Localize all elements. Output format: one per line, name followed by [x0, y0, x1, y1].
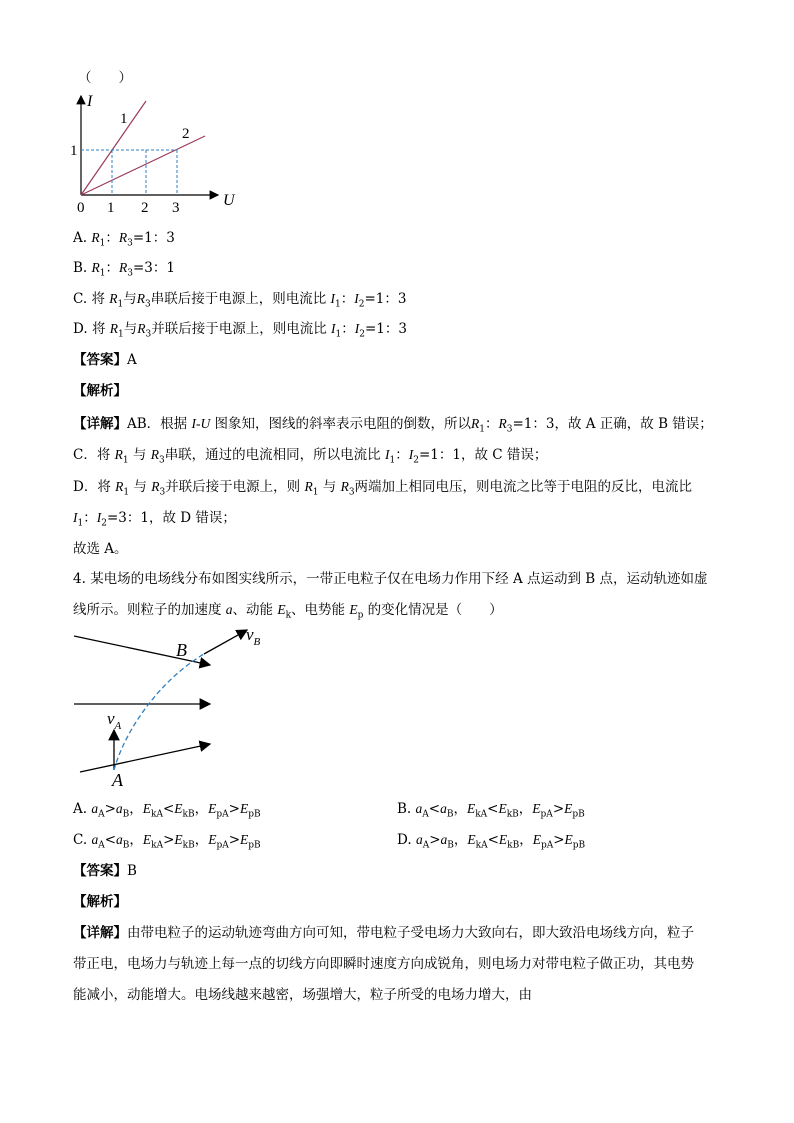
x-tick-2: 2	[141, 200, 149, 216]
q3-conclusion: 故选 A。	[73, 541, 128, 557]
q4-option-d[interactable]: D. $a_A>a_B$，$E_{kA}<E_{kB}$，$E_{pA}>E_{pB}$	[397, 832, 586, 851]
q4-stem-line-2: 线所示。则粒子的加速度 a、动能 $E_k$、电势能 $E_p$ 的变化情况是（ ）	[73, 602, 503, 621]
field-line-diagram	[70, 620, 280, 790]
q4-stem-line-1: 4. 某电场的电场线分布如图实线所示，一带正电粒子仅在电场力作用下经 A 点运动到 B 点，运动轨迹如虚	[73, 571, 708, 587]
q3-option-d[interactable]: D. 将 $R_1$与$R_3$并联后接于电源上，则电流比 $I_1$：$I_2=1$：3	[73, 321, 407, 340]
q4-analysis-heading: 【解析】	[73, 894, 127, 910]
point-b-label: B	[176, 640, 187, 660]
vb-label: $v_B$	[246, 625, 261, 648]
x-axis-label: U	[223, 192, 235, 209]
q3-detail-line-4: $I_1$：$I_2=3$：1，故 D 错误；	[73, 510, 236, 529]
q4-option-b[interactable]: B. $a_A<a_B$，$E_{kA}<E_{kB}$，$E_{pA}>E_{pB}$	[397, 801, 585, 820]
q3-detail-line-2: C．将 $R_1$ 与 $R_3$串联，通过的电流相同，所以电流比 $I_1$：$I_2=1$：1，故 C 错误；	[73, 447, 548, 466]
trajectory-curve	[114, 654, 204, 770]
q4-detail-line-2: 带正电，电场力与轨迹上每一点的切线方向即瞬时速度方向成锐角，则电场力对带电粒子做正功，其电势	[73, 956, 694, 972]
q3-answer: 【答案】A	[73, 352, 137, 368]
question-paren: （ ）	[78, 70, 132, 86]
x-tick-3: 3	[172, 200, 180, 216]
field-line-top	[74, 636, 210, 665]
q3-detail-line-1: 【详解】AB．根据 I-U 图象知，图线的斜率表示电阻的倒数，所以$R_1$：$R_3=1$：3，故 A 正确，故 B 错误；	[73, 416, 713, 435]
q4-answer: 【答案】B	[73, 863, 137, 879]
line-label-1: 1	[120, 111, 128, 127]
q3-detail-line-3: D．将 $R_1$ 与 $R_3$并联后接于电源上，则 $R_1$ 与 $R_3$两端加上相同电压，则电流之比等于电阻的反比，电流比	[73, 479, 693, 498]
velocity-vb-arrow	[204, 630, 247, 654]
iu-graph	[60, 88, 250, 218]
va-label: $v_A$	[107, 709, 122, 732]
y-axis-label: I	[87, 93, 93, 110]
q3-option-b[interactable]: B. $R_1$：$R_3=3$：1	[73, 260, 175, 279]
x-tick-1: 1	[107, 200, 115, 216]
q4-option-c[interactable]: C. $a_A<a_B$，$E_{kA}>E_{kB}$，$E_{pA}>E_{pB}$	[73, 832, 261, 851]
q4-detail-line-1: 【详解】由带电粒子的运动轨迹弯曲方向可知，带电粒子受电场力大致向右，即大致沿电场线方向，粒子	[73, 925, 694, 941]
q3-option-a[interactable]: A. $R_1$：$R_3=1$：3	[73, 230, 175, 249]
graph-line-1	[81, 101, 146, 195]
graph-line-2	[81, 136, 205, 195]
q3-option-c[interactable]: C. 将 $R_1$与$R_3$串联后接于电源上，则电流比 $I_1$：$I_2=1$：3	[73, 291, 407, 310]
origin-label: 0	[77, 200, 85, 216]
q4-detail-line-3: 能减小，动能增大。电场线越来越密，场强增大，粒子所受的电场力增大，由	[73, 987, 532, 1003]
q4-option-a[interactable]: A. $a_A>a_B$，$E_{kA}<E_{kB}$，$E_{pA}>E_{pB}$	[73, 801, 261, 820]
line-label-2: 2	[182, 126, 190, 142]
field-line-bottom	[80, 744, 210, 772]
y-tick-1: 1	[70, 143, 78, 159]
point-a-label: A	[112, 770, 123, 790]
q3-analysis-heading: 【解析】	[73, 383, 127, 399]
